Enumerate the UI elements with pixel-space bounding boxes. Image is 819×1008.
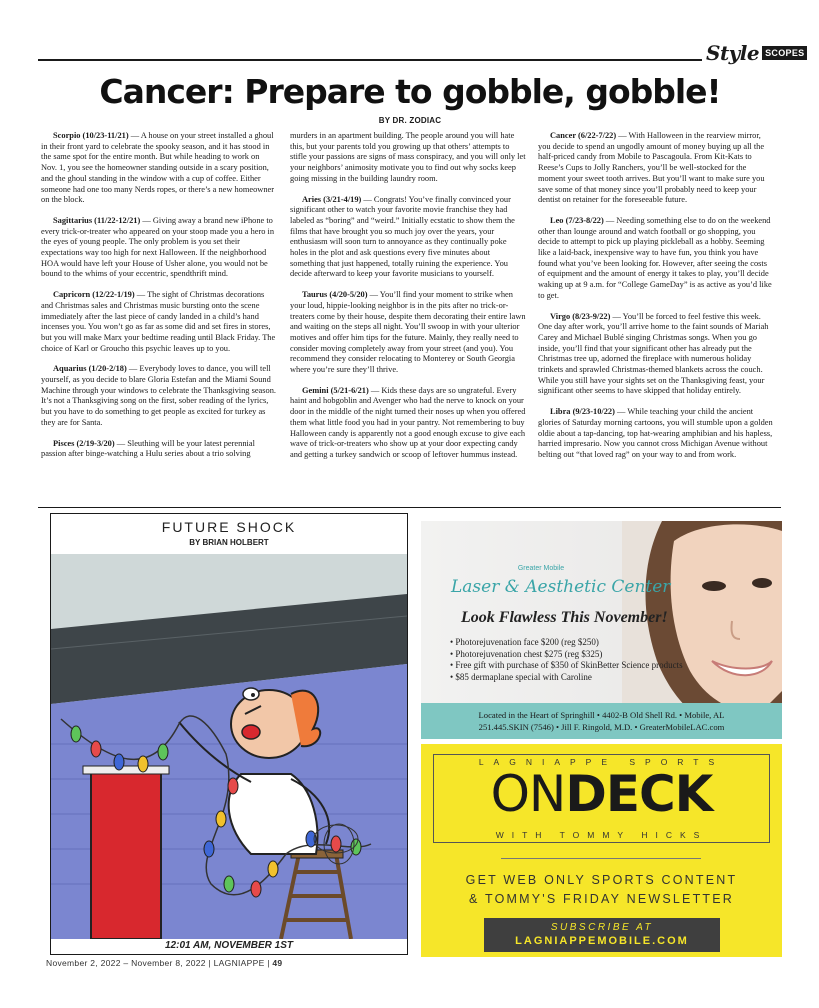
section-tag [706,42,807,64]
cartoon-caption: 12:01 AM, NOVEMBER 1ST [165,940,293,951]
horoscope-entry [41,364,277,428]
laser-contact-band [421,703,782,739]
laser-center-ad[interactable] [421,521,782,739]
ondeck-title [421,764,782,824]
laser-address: Located in the Heart of Springhill • 4402-B Old Shell Rd. • Mobile, AL [478,710,725,720]
article-byline: BY DR. ZODIAC [378,116,442,125]
horoscope-entry [290,290,526,376]
horoscope-entry [538,407,774,461]
column-2 [290,131,526,471]
sign-name: Libra (9/23-10/22) [550,407,615,417]
horoscope-entry [290,386,526,461]
laser-logo-top: Greater Mobile [517,565,565,572]
horoscope-text: — A house on your street installed a ghoul in their front yard to celebrate the spooky season, and it has stood in the same spot for the entire month. But while heading to work on Nov. 1, you see the homeowner standing outside in a scary position, and the ghoul standing in the window with a cup of coffee. Either someone had one too many Nerds ropes, or there’s a new homeowner on the block. [41,131,275,205]
horoscope-entry [538,131,774,206]
list-item: • Photorejuvenation face $200 (reg $250) [449,637,683,649]
issue-dates: November 2, 2022 – November 8, 2022 [46,958,206,968]
sign-name: Virgo (8/23-9/22) [550,311,611,321]
section-scopes-label: SCOPES [762,46,807,60]
cartoon-panel [50,513,408,955]
horoscope-text: — With Halloween in the rearview mirror, you decide to spend an ungodly amount of money buying up all the half-priced candy from Mobile to Pascagoula. From Kit-Kats to Reese’s Cups to Jolly Ranchers, you’ll be well-stocked for the moment your sweet tooth arrives. But you’ll want to make sure you save some of that money since you’ll probably need to keep your dentist on retainer for the foreseeable future. [538,131,765,205]
horoscope-text: — While teaching your child the ancient glories of Saturday morning cartoons, you will stumble upon a golden oldie about a tap-dancing, top hat-wearing amphibian and his hapless, harried impresario. Now you cannot cross Michigan Avenue without belting out “that loved rag” on your way to and from work. [538,407,773,459]
sign-name: Pisces (2/19-3/20) [53,438,115,448]
sign-name: Cancer (6/22-7/22) [550,131,617,140]
subscribe-url[interactable]: LAGNIAPPEMOBILE.COM [515,935,689,947]
ondeck-divider [501,858,701,859]
horoscope-text: — The sight of Christmas decorations and Christmas sales and Christmas music bursting onto the scene immediately after the last piece of candy landed in a child’s hand incenses you. You won’t go as far as some did and set fires in stores, but you will make Marx your bedtime reading until Black Friday. The choice of Karl or Groucho this psychic leaves up to you. [41,290,276,353]
horoscope-text: — Sleuthing will be your latest perennial passion after binge-watching a Hulu series about a trio solving [41,438,255,459]
horoscope-text: — You’ll find your moment to strike when your loud, hippie-looking neighbor is in the pits after no trick-or-treaters come by their house, despite them decorating their entire lawn and waiting on the steps all night. You’ll swoop in with your ulterior motives and offer him tips for the future. Mainly, they really need to consider moving completely away from your street (and you). You recommend they consider relocating to Monterey or South Georgia where you’re sure they’ll thrive. [290,290,526,375]
subscribe-label: SUBSCRIBE AT [550,922,654,933]
horoscope-text: — Kids these days are so ungrateful. Every haint and hobgoblin and Avenger who had the nerve to knock on your door in the middle of the night turned their noses up when you offered them what little food you had in your pantry. Not remembering to buy Halloween candy is apparently not a good enough excuse to give each wave of trick-or-treaters who show up at your door expecting candy and getting a turkey sandwich or scoop of leftover hummus instead. [290,385,526,459]
cartoon-title: FUTURE SHOCK [161,519,297,535]
section-style-word: Style [706,41,760,65]
horoscope-entry [538,312,774,398]
cartoon-illustration [51,554,407,939]
sign-name: Gemini (5/21-6/21) [302,385,369,395]
sign-name: Taurus (4/20-5/20) [302,290,368,300]
horoscope-text: — Congrats! You’ve finally convinced your significant other to watch your favorite movie franchise they had labeled as “boring” and “weird.” Initially ecstatic to show them the films that have brought you so much joy over the years, your enthusiasm will soon turn to annoyance as they continually poke holes in the plot and ask questions every five minutes about something that just happened, totally ruining the experience. You decide afterward to keep your favorite musicians to yourself. [290,194,515,279]
column-1 [41,131,277,470]
article-headline: Cancer: Prepare to gobble, gobble! [99,72,721,111]
sign-name: Capricorn (12/22-1/19) [53,290,135,300]
list-item: • $85 dermaplane special with Caroline [449,672,683,684]
sign-name: Sagittarius (11/22-12/21) [53,215,141,225]
ondeck-host: WITH TOMMY HICKS [495,830,708,840]
ondeck-ad[interactable] [421,744,782,957]
ondeck-title-deck: DECK [565,765,713,823]
section-divider [38,507,781,508]
header-rule [38,59,702,61]
sign-name: Aquarius (1/20-2/18) [53,364,127,374]
ondeck-promo [421,871,782,909]
horoscope-text: — Everybody loves to dance, you will tell yourself, as you decide to blare Gloria Estefan and the Miami Sound Machine through your windows to celebrate the Thanksgiving season. It’s not a Thanksgiving song on the first, sober reading of the lyrics, but you have to do something to get people as excited for turkey as they are for Santa. [41,364,276,427]
column-3 [538,131,774,471]
laser-phone-website[interactable]: 251.445.SKIN (7546) • Jill F. Ringold, M.D. • GreaterMobileLAC.com [478,722,725,732]
ondeck-kicker: LAGNIAPPE SPORTS [478,757,725,767]
sign-name: Scorpio (10/23-11/21) [53,131,129,140]
page-number: 49 [272,958,283,968]
horoscope-entry [41,290,277,354]
horoscope-entry [538,216,774,302]
horoscope-entry [41,439,277,460]
list-item: • Photorejuvenation chest $275 (reg $325) [449,649,683,661]
horoscope-entry [41,131,277,206]
laser-logo: Laser & Aesthetic Center [451,577,671,597]
ondeck-promo-line: GET WEB ONLY SPORTS CONTENT [465,873,738,887]
horoscope-text: — You’ll be forced to feel festive this week. One day after work, you’ll arrive home to the faint sounds of Mariah Carey and Michael Bublé singing Christmas songs. When you go inside, you’ll find that your significant other has already put the Christmas tree up, adorned the fireplace with numerous holiday trinkets and sprawled Christmas-themed blankets across the couch. While you still have your sights set on the Thanksgiving feast, your significant other seems to have skipped that holiday entirely. [538,311,769,396]
horoscope-entry [41,216,277,280]
page-footer: November 2, 2022 – November 8, 2022 | LAGNIAPPE | 49 [46,958,283,968]
sign-name: Leo (7/23-8/22) [550,215,604,225]
cartoon-byline: BY BRIAN HOLBERT [189,538,269,547]
list-item: • Free gift with purchase of $350 of SkinBetter Science products [449,660,683,672]
ondeck-title-on: ON [490,765,566,823]
horoscope-text: — Needing something else to do on the weekend other than lounge around and watch football or go shopping, you decide to attempt to pick up playing pickleball as a hobby. Seeming like a laid-back, inexpensive way to have fun, you think you have found what you’ve been looking for. However, after seeing the costs of equipment and the amount of energy it takes to play, you’ll decide waking up at 9 a.m. for “College GameDay” is as active as you’d like to get. [538,215,772,300]
horoscope-columns [41,131,781,491]
horoscope-text: — Giving away a brand new iPhone to every trick-or-treater who appeared on your stoop made you a hero in the eyes of young people. The only problem is you set their expectations way too high for next Halloween. If the neighborhood HOA would have left your House of Usher alone, you would not be bound to the whims of your eccentric, spendthrift mind. [41,215,275,279]
publication-name: LAGNIAPPE [213,958,265,968]
ondeck-promo-line: & TOMMY'S FRIDAY NEWSLETTER [468,892,735,906]
horoscope-entry [290,195,526,281]
horoscope-continuation: murders in an apartment building. The people around you will hate this, but your parents told you growing up that others’ attempts to stifle your passions are signs of mass conspiracy, and you will only let your neighbors’ animosity motivate you to find out why socks keep going missing in the building laundry room. [290,131,526,183]
laser-tagline: Look Flawless This November! [461,609,668,626]
subscribe-button[interactable] [484,918,720,952]
laser-specials-list [449,637,683,683]
sign-name: Aries (3/21-4/19) [302,194,362,204]
